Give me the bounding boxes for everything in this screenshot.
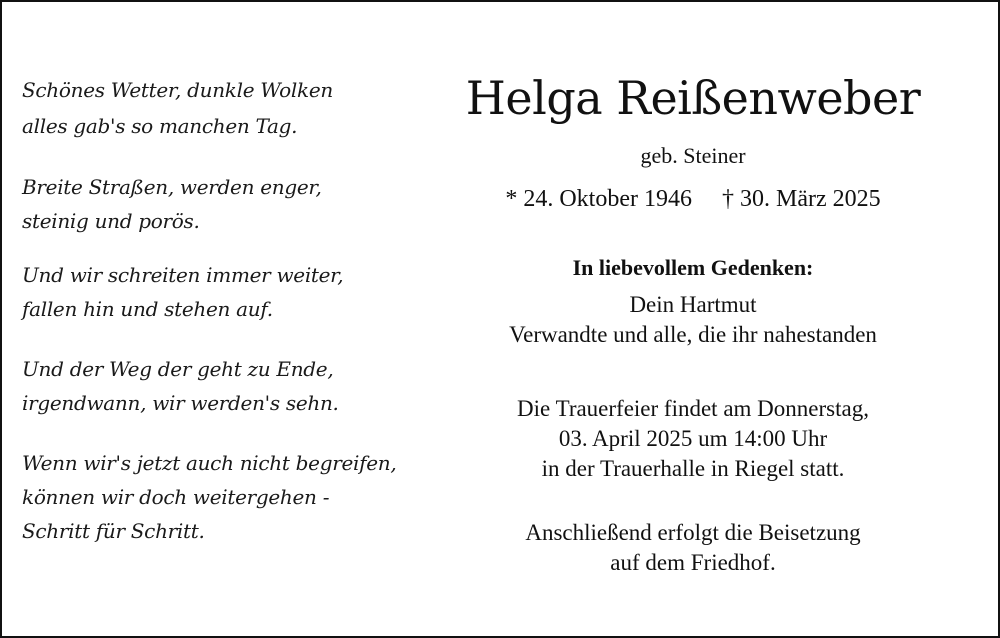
poem-stanza: [22, 352, 339, 420]
poem-stanza: [22, 72, 333, 144]
funeral-service: [442, 394, 944, 484]
poem-line: Und der Weg der geht zu Ende,: [22, 357, 334, 381]
poem-line: irgendwann, wir werden's sehn.: [22, 391, 339, 415]
burial-info: [442, 518, 944, 578]
birth-name: geb. Steiner: [640, 143, 746, 168]
mourner-line: Verwandte und alle, die ihr nahestanden: [509, 322, 877, 347]
poem-line: können wir doch weitergehen -: [22, 485, 330, 509]
poem-line: Schönes Wetter, dunkle Wolken: [22, 78, 333, 102]
poem-line: Wenn wir's jetzt auch nicht begreifen,: [22, 451, 397, 475]
poem-line: Schritt für Schritt.: [22, 519, 205, 543]
birth-date: * 24. Oktober 1946: [505, 186, 692, 212]
memory-heading: In liebevollem Gedenken:: [572, 255, 814, 280]
poem-stanza: [22, 170, 322, 238]
service-line: Die Trauerfeier findet am Donnerstag,: [517, 396, 869, 421]
burial-line: Anschließend erfolgt die Beisetzung: [525, 520, 861, 545]
poem-stanza: [22, 258, 343, 326]
poem-line: steinig und porös.: [22, 209, 200, 233]
poem-line: alles gab's so manchen Tag.: [22, 114, 298, 138]
poem-line: Breite Straßen, werden enger,: [22, 175, 322, 199]
deceased-name: Helga Reißenweber: [465, 71, 921, 125]
poem-stanza: [22, 446, 396, 548]
burial-line: auf dem Friedhof.: [610, 550, 776, 575]
poem-line: fallen hin und stehen auf.: [22, 297, 273, 321]
poem-line: Und wir schreiten immer weiter,: [22, 263, 344, 287]
mourners: [442, 290, 944, 350]
death-date: † 30. März 2025: [722, 186, 881, 212]
mourner-line: Dein Hartmut: [629, 292, 757, 317]
life-dates: [442, 184, 944, 214]
service-line: in der Trauerhalle in Riegel statt.: [541, 456, 845, 481]
service-line: 03. April 2025 um 14:00 Uhr: [558, 426, 828, 451]
